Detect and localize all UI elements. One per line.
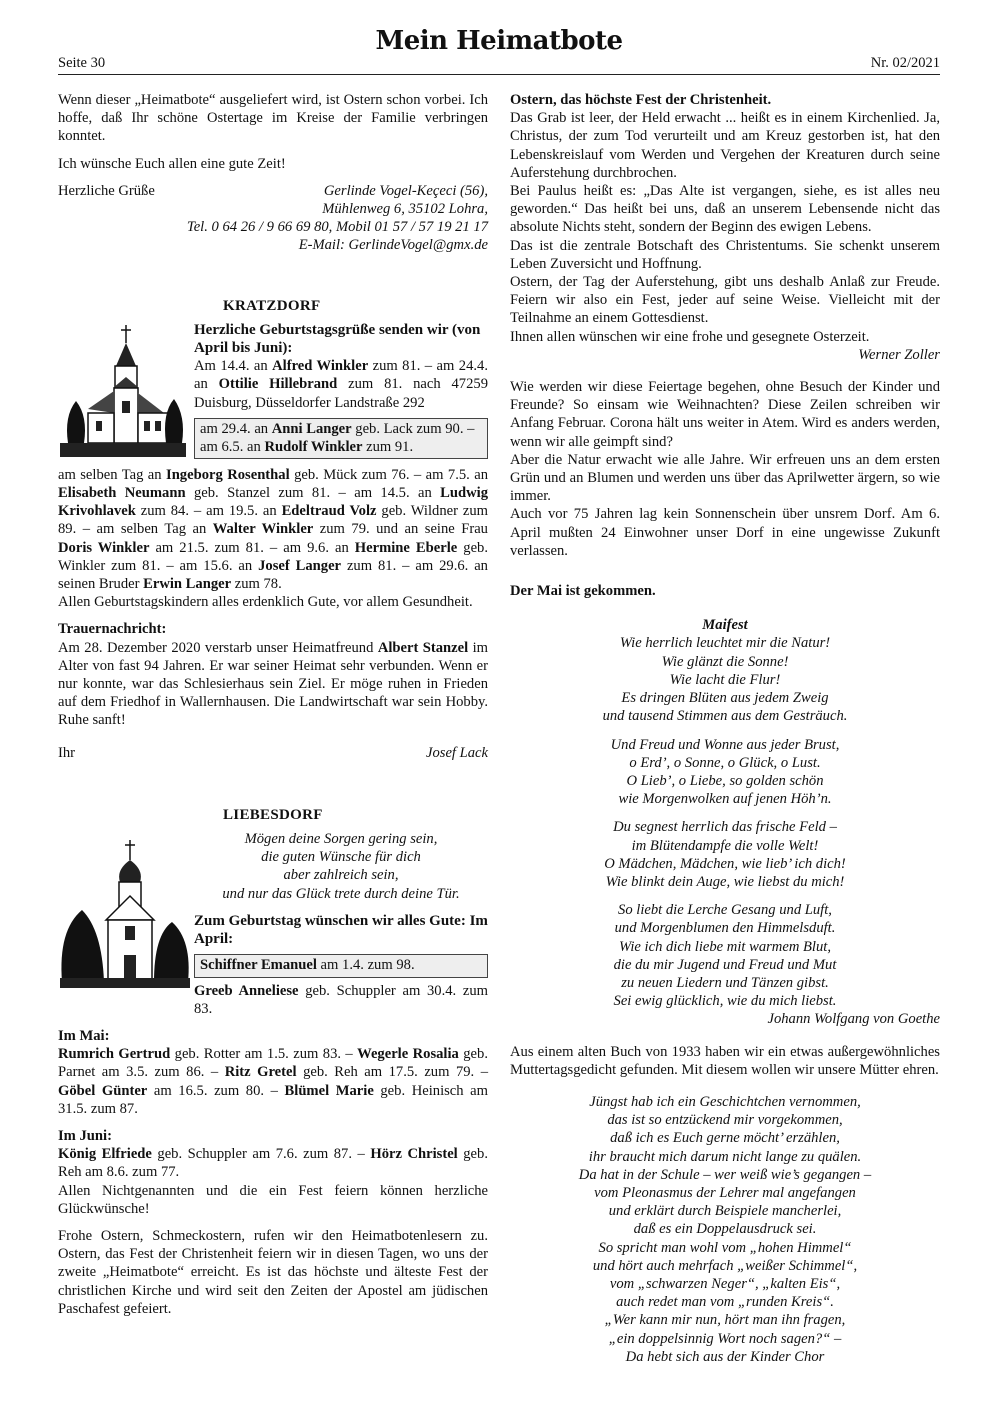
muttertag-intro: Aus einem alten Buch von 1933 haben wir ein etwas außergewöhnliches Muttertagsgedicht gefunden. Mit diesem wollen wir unsere Mütter ehren. [510, 1043, 940, 1078]
poem-title: Maifest [702, 617, 748, 634]
mai-heading: Im Mai: [58, 1027, 110, 1044]
muttertag-poem: Jüngst hab ich ein Geschichtchen vernommen, das ist so entzückend mir vorgekommen, daß ich es Euch gerne möcht’ erzählen, ihr braucht mich darum nicht lange zu quälen. Da hat in der Schule – wer weiß wie’s gegangen – vom Pleonasmus der Lehrer mal angefangen und erklärt durch Beispiele mancherlei, daß es ein Doppelausdruck sei. So spricht man wohl vom „hohen Himmel“ und hört auch mehrfach „weißer Schimmel“, vom „schwarzen Neger“, „kalten Eis“, auch redet man vom „runden Kreis“. „Wer kann mir nun, hört man ihn fragen, „ein doppelsinnig Wort noch sagen?“ – Da hebt sich aus der Kinder Chor [578, 1093, 872, 1365]
highlight-box-liebesdorf: Schiffner Emanuel am 1.4. zum 98. [194, 954, 488, 977]
poem-author: Johann Wolfgang von Goethe [767, 1011, 940, 1028]
author-email: E-Mail: GerlindeVogel@gmx.de [298, 237, 488, 254]
juni-heading: Im Juni: [58, 1127, 112, 1144]
poem-stanza-2: Und Freud und Wonne aus jeder Brust, o Erd’, o Sonne, o Glück, o Lust. O Lieb’, o Liebe, so golden schön wie Morgenwolken auf jenen Höh’n. [610, 736, 840, 808]
ostern-author: Werner Zoller [858, 346, 940, 363]
masthead-logo: Mein Heimatbote [375, 26, 623, 56]
kratzdorf-birthdays-2: am selben Tag an Ingeborg Rosenthal geb. Mück zum 76. – am 7.5. an Elisabeth Neumann geb. Stanzel zum 81. – am 14.5. an Ludwig Krivohlavek zum 84. – am 19.5. an Edeltraud Volz geb. Wildner zum 89. – am selben Tag an Walter Winkler zum 79. und an seine Frau Doris Winkler am 21.5. zum 81. – am 9.6. an Hermine Eberle geb. Winkler zum 81. – am 15.6. an Josef Langer zum 81. – am 29.6. an seinen Bruder Erwin Langer zum 78. [58, 466, 489, 593]
mai-birthdays: Rumrich Gertrud geb. Rotter am 1.5. zum 83. – Wegerle Rosalia geb. Parnet am 3.5. zum 86. – Ritz Gretel geb. Reh am 17.5. zum 79. – Göbel Günter am 16.5. zum 80. – Blümel Marie geb. Heinisch am 31.5. zum 87. [58, 1046, 488, 1117]
highlight-box-kratzdorf: am 29.4. an Anni Langer geb. Lack zum 90. – am 6.5. an Rudolf Winkler zum 91. [194, 418, 488, 459]
kratzdorf-heading: Herzliche Geburtstagsgrüße senden wir (von April bis Juni): [194, 321, 481, 357]
liebesdorf-greeting-text [194, 830, 488, 1018]
kratzdorf-intro [58, 321, 488, 466]
kratzdorf-birthdays-1: Am 14.4. an Alfred Winkler zum 81. – am 24.4. an Ottilie Hillebrand zum 81. nach 47259 Duisburg, Düsseldorfer Landstraße 292 [194, 358, 488, 411]
liebesdorf-intro [58, 830, 488, 1018]
liebesdorf-others: Allen Nichtgenannten und die ein Fest feiern können herzliche Glückwünsche! [58, 1182, 488, 1217]
wunsch-text: Ihnen allen wünschen wir eine frohe und gesegnete Osterzeit. [510, 328, 870, 345]
left-column [58, 91, 488, 1318]
mourning-heading: Trauernachricht: [58, 621, 167, 638]
author-name: Gerlinde Vogel-Keçeci (56), [323, 182, 488, 199]
paulus-text: Bei Paulus heißt es: „Das Alte ist vergangen, siehe, es ist alles neu geworden.“ Das heißt bei uns, daß an unserem Lebensende nicht das absolute Nichts steht, sondern der Beginn des ewigen Lebens. [510, 183, 940, 236]
signature-block [58, 182, 488, 200]
intro-paragraph: Wenn dieser „Heimatbote“ ausgeliefert wird, ist Ostern schon vorbei. Ich hoffe, daß Ihr schöne Ostertage im Kreise der Familie verbringen konntet. [58, 92, 488, 145]
page-header [58, 26, 940, 75]
section-title-kratzdorf: KRATZDORF [223, 297, 321, 314]
intro-wish: Ich wünsche Euch allen eine gute Zeit! [58, 155, 286, 172]
kratzdorf-signature [58, 744, 488, 762]
kratzdorf-author: Josef Lack [425, 744, 488, 761]
liebesdorf-april-entry: Greeb Anneliese geb. Schuppler am 30.4. zum 83. [194, 982, 488, 1017]
liebesdorf-heading: Zum Geburtstag wünschen wir alles Gute: Im April: [194, 912, 488, 948]
feiertage-text: Wie werden wir diese Feiertage begehen, ohne Besuch der Kinder und Freunde? So einsam wie Weihnachten? Diese Zeilen schreiben wir Anfang Februar. Corona hält uns weiter in Atem. Wird es anders werden, wenn wir alle geimpft sind? [510, 379, 940, 450]
ihr-label: Ihr [58, 744, 76, 761]
poem-stanza-3: Du segnest herrlich das frische Feld – im Blütendampfe die volle Welt! O Mädchen, Mädchen, wie lieb’ ich dich! Wie blinkt dein Auge, wie liebst du mich! [604, 819, 846, 890]
jahre-text: Auch vor 75 Jahren lag kein Sonnenschein über unsrem Dorf. Am 6. April mußten 24 Einwohner unser Dorf in eine ungewisse Zukunft verlassen. [510, 506, 940, 559]
easter-paragraph: Frohe Ostern, Schmeckostern, rufen wir den Heimatbotenlesern zu. Ostern, das Fest der Christenheit feiern wir in diesen Tagen, wo uns der zweite „Heimatbote“ erreicht. Es ist das höchste und älteste Fest der christlichen Kirche und wird seit den Zeiten der Apostel am jüdischen Paschafest gefeiert. [58, 1227, 488, 1317]
author-address: Mühlenweg 6, 35102 Lohra, [322, 201, 488, 218]
liebesdorf-verse: Mögen deine Sorgen gering sein, die guten Wünsche für dich aber zahlreich sein, und nur das Glück trete durch deine Tür. [222, 831, 460, 902]
poem-stanza-1: Wie herrlich leuchtet mir die Natur! Wie glänzt die Sonne! Wie lacht die Flur! Es dringen Blüten aus jedem Zweig und tausend Stimmen aus dem Gesträuch. [602, 635, 848, 725]
botschaft-text: Das ist die zentrale Botschaft des Christentums. Sie schenkt unserem Leben Zuversicht und Hoffnung. [510, 237, 940, 272]
juni-birthdays: König Elfriede geb. Schuppler am 7.6. zum 87. – Hörz Christel geb. Reh am 8.6. zum 77. [58, 1146, 488, 1181]
ostern-heading: Ostern, das höchste Fest der Christenheit. [510, 92, 772, 108]
section-title-liebesdorf: LIEBESDORF [223, 806, 323, 823]
natur-text: Aber die Natur erwacht wie alle Jahre. Wir erfreuen uns an dem ersten Grün und an Blumen und werden uns über das Aprilwetter ärgern, so wie immer. [510, 451, 940, 505]
issue-number: Nr. 02/2021 [870, 55, 940, 71]
ostern-text: Das Grab ist leer, der Held erwacht ... heißt es in einem Kirchenlied. Ja, Christus, der zum Tod verurteilt und am Kreuz gestorben ist, hat den Lebenskreislauf vom Werden und Vergehen der Kreaturen durch seine Auferstehung durchbrochen. [510, 110, 940, 181]
page-number: Seite 30 [58, 55, 106, 71]
church-illustration [58, 321, 194, 466]
mai-gekommen-heading: Der Mai ist gekommen. [510, 583, 656, 600]
author-phone: Tel. 0 64 26 / 9 66 69 80, Mobil 01 57 / 57 19 21 17 [186, 219, 488, 236]
kratzdorf-wishes: Allen Geburtstagskindern alles erdenklich Gute, vor allem Gesundheit. [58, 594, 473, 611]
kratzdorf-greeting-text [194, 321, 488, 466]
poem-stanza-4: So liebt die Lerche Gesang und Luft, und Morgenblumen den Himmelsduft. Wie ich dich liebe mit warmem Blut, die du mir Jugend und Freud und Mut zu neuen Liedern und Tänzen gibst. Sei ewig glücklich, wie du mich liebst. [613, 902, 837, 1010]
mourning-text: Am 28. Dezember 2020 verstarb unser Heimatfreund Albert Stanzel im Alter von fast 94 Jahren. Er war seiner Heimat sehr verbunden. Wenn er nur konnte, war das Schlesierhaus sein Ziel. Er möge ruhen in Frieden auf dem Friedhof in Wallernhausen. Die Landwirtschaft war sein Hobby. Ruhe sanft! [58, 639, 488, 729]
right-column [510, 91, 940, 1366]
freude-text: Ostern, der Tag der Auferstehung, gibt uns deshalb Anlaß zur Freude. Feiern wir also ein Fest, jeder auf seine Weise. Vielleicht mit der Teilnahme an einem Gottesdienst. [510, 274, 940, 327]
chapel-illustration [58, 830, 194, 1018]
greeting: Herzliche Grüße [58, 182, 155, 199]
